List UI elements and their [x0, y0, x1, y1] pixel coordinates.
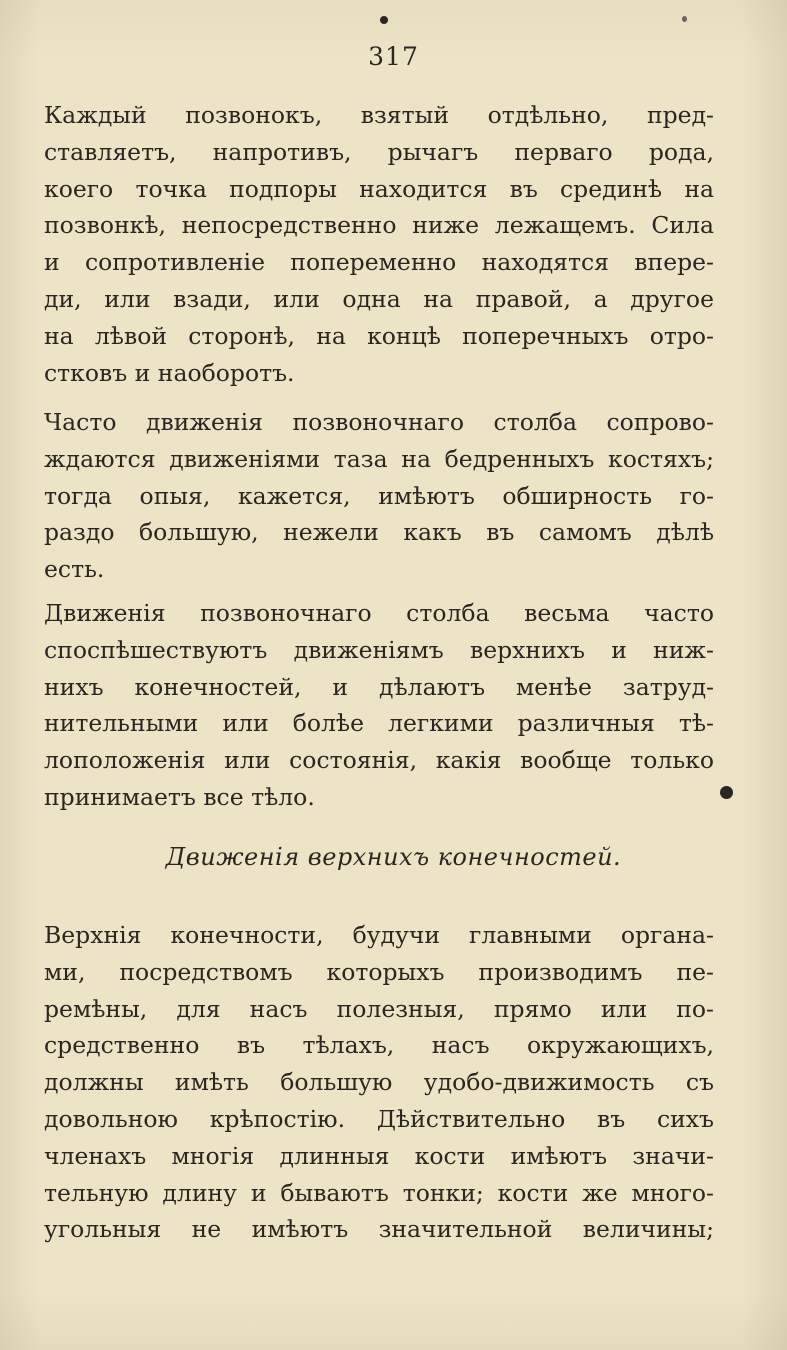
ink-speck [682, 16, 687, 22]
text-line: ми, посредствомъ которыхъ производимъ пе- [44, 957, 714, 986]
text-line: Каждый позвонокъ, взятый отдѣльно, пред- [44, 101, 714, 129]
text-line: должны имѣть большую удобо-движимость съ [44, 1068, 714, 1097]
text-line: тельную длину и бываютъ тонки; кости же много- [44, 1178, 714, 1207]
text-line: лоположенія или состоянія, какія вообще только [44, 746, 714, 775]
section-heading: Движенія верхнихъ конечностей. [165, 843, 622, 871]
text-line: довольною крѣпостію. Дѣйствительно въ сихъ [44, 1104, 714, 1133]
text-line: споспѣшествуютъ движеніямъ верхнихъ и ниж- [44, 635, 714, 664]
text-line: на лѣвой сторонѣ, на концѣ поперечныхъ отро- [44, 321, 714, 350]
paragraph-3 [44, 595, 714, 816]
text-line: раздо большую, нежели какъ въ самомъ дѣлѣ [44, 518, 714, 547]
text-line: Часто движенія позвоночнаго столба сопрово- [44, 408, 714, 436]
text-line: средственно въ тѣлахъ, насъ окружающихъ, [44, 1031, 714, 1060]
text-line: Верхнія конечности, будучи главными органа- [44, 921, 714, 949]
text-line: нихъ конечностей, и дѣлаютъ менѣе затруд- [44, 672, 714, 701]
text-line: нительными или болѣе легкими различныя тѣ- [44, 709, 714, 738]
text-line: тогда опыя, кажется, имѣютъ обширность го- [44, 481, 714, 510]
paragraph-1 [44, 97, 714, 391]
ink-speck [720, 786, 733, 799]
paragraph-4 [44, 917, 714, 1248]
text-line: и сопротивленіе попеременно находятся впере- [44, 248, 714, 277]
page-number: 317 [368, 42, 419, 71]
text-line: позвонкѣ, непосредственно ниже лежащемъ. Сила [44, 211, 714, 240]
paragraph-2 [44, 404, 714, 588]
text-line: принимаетъ все тѣло. [44, 782, 315, 811]
text-line: ди, или взади, или одна на правой, а другое [44, 284, 714, 313]
text-line: Движенія позвоночнаго столба весьма часто [44, 599, 714, 627]
text-line: коего точка подпоры находится въ срединѣ на [44, 174, 714, 203]
text-line: есть. [44, 555, 105, 584]
text-line: угольныя не имѣютъ значительной величины; [44, 1215, 714, 1244]
text-line: членахъ многія длинныя кости имѣютъ значи- [44, 1141, 714, 1170]
ink-speck [380, 16, 388, 24]
text-line: стковъ и наоборотъ. [44, 358, 295, 387]
text-line: ставляетъ, напротивъ, рычагъ перваго рода, [44, 137, 714, 166]
text-line: ждаются движеніями таза на бедренныхъ костяхъ; [44, 444, 714, 473]
text-line: ремѣны, для насъ полезныя, прямо или по- [44, 994, 714, 1023]
